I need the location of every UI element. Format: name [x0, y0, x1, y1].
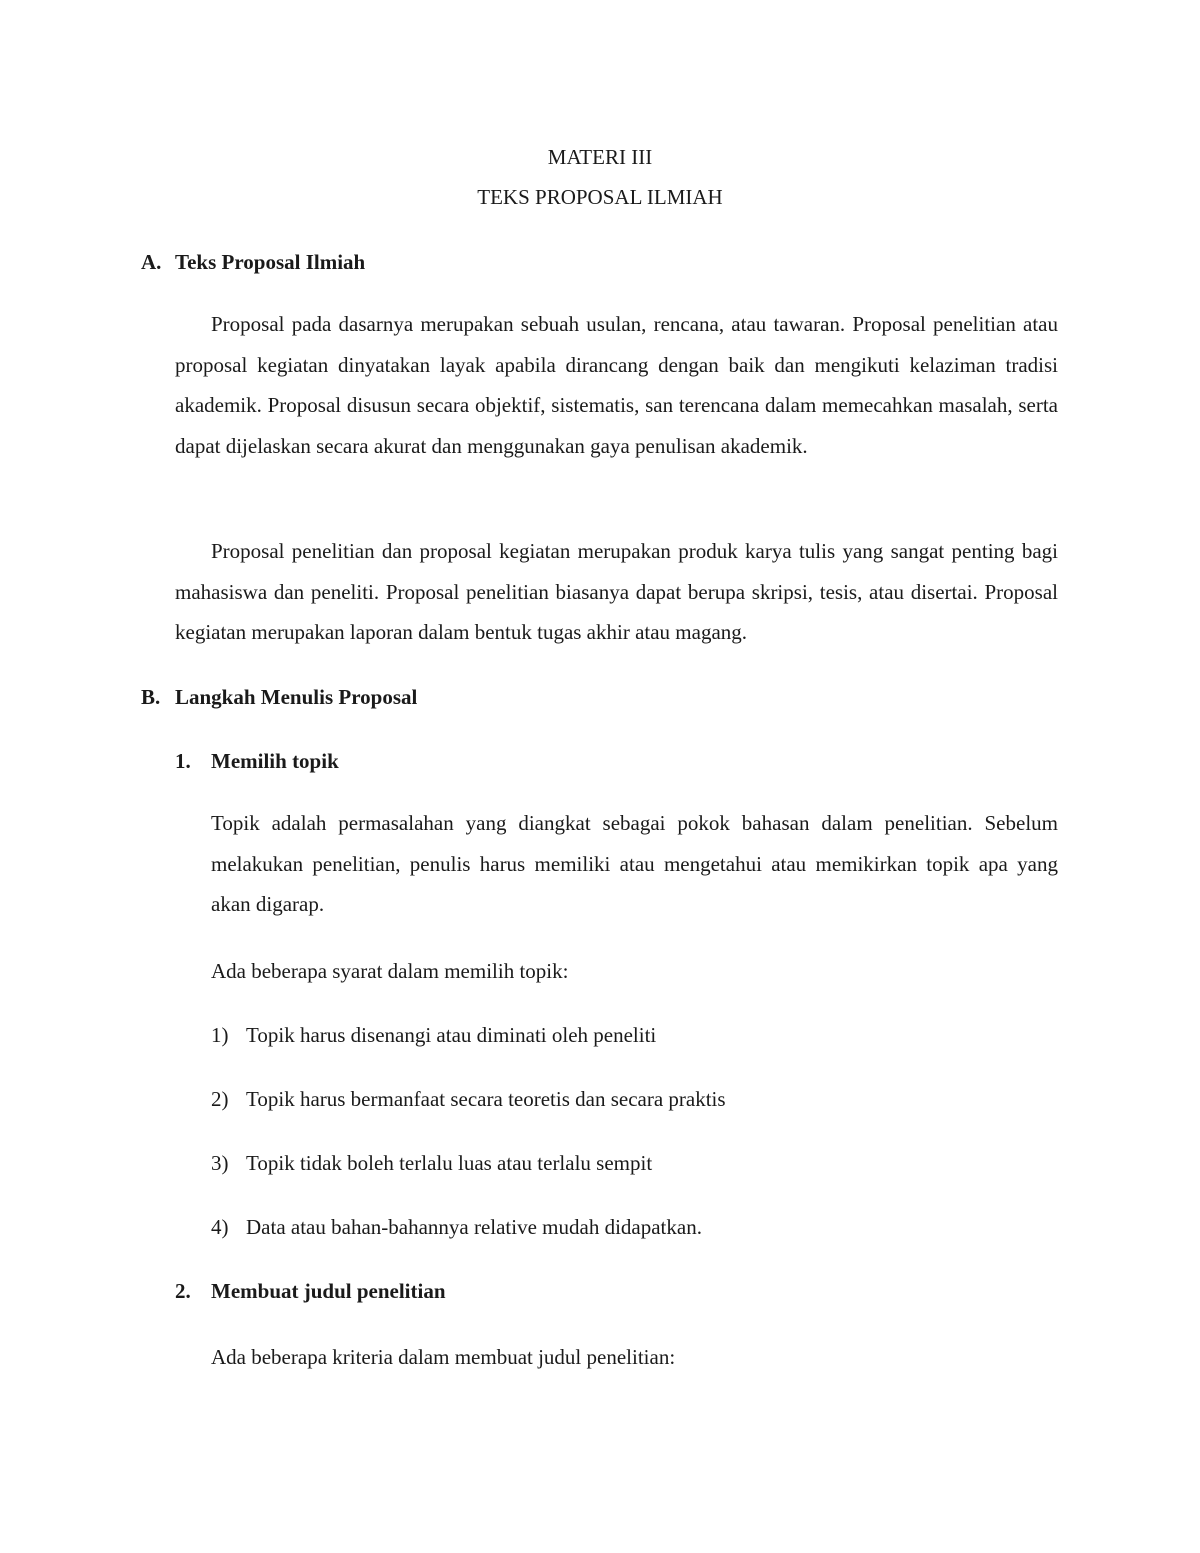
section-a-title: Teks Proposal Ilmiah — [175, 250, 366, 274]
document-title-line2: TEKS PROPOSAL ILMIAH — [477, 185, 723, 209]
list-item — [211, 1213, 702, 1241]
section-b-marker: B. — [141, 685, 161, 709]
list-item-marker: 2) — [211, 1087, 229, 1111]
list-item-marker: 3) — [211, 1151, 229, 1175]
step-2-marker: 2. — [175, 1279, 191, 1303]
step-2-title: Membuat judul penelitian — [211, 1279, 446, 1303]
section-a-paragraph-1: Proposal pada dasarnya merupakan sebuah usulan, rencana, atau tawaran. Proposal penelitian atau proposal kegiatan dinyatakan layak apabila dirancang dengan baik dan mengikuti kelaziman tradisi akademik. Proposal disusun secara objektif, sistematis, san terencana dalam memecahkan masalah, serta dapat dijelaskan secara akurat dan menggunakan gaya penulisan akademik. — [175, 312, 1058, 458]
section-b-title: Langkah Menulis Proposal — [175, 685, 418, 709]
section-b-heading — [141, 683, 417, 711]
list-item-text: Topik harus bermanfaat secara teoretis dan secara praktis — [246, 1087, 726, 1111]
list-item-text: Topik harus disenangi atau diminati oleh peneliti — [246, 1023, 657, 1047]
step-1-intro: Ada beberapa syarat dalam memilih topik: — [211, 959, 569, 983]
list-item — [211, 1149, 652, 1177]
step-2-intro: Ada beberapa kriteria dalam membuat judul penelitian: — [211, 1345, 676, 1369]
section-a-paragraph-2: Proposal penelitian dan proposal kegiatan merupakan produk karya tulis yang sangat penting bagi mahasiswa dan peneliti. Proposal penelitian biasanya dapat berupa skripsi, tesis, atau disertai. Proposal kegiatan merupakan laporan dalam bentuk tugas akhir atau magang. — [175, 539, 1058, 644]
list-item-marker: 4) — [211, 1215, 229, 1239]
list-item-text: Data atau bahan-bahannya relative mudah didapatkan. — [246, 1215, 702, 1239]
document-title-line1: MATERI III — [547, 145, 653, 169]
step-1-title: Memilih topik — [211, 749, 339, 773]
list-item-text: Topik tidak boleh terlalu luas atau terlalu sempit — [246, 1151, 653, 1175]
list-item — [211, 1021, 656, 1049]
list-item — [211, 1085, 726, 1113]
list-item-marker: 1) — [211, 1023, 229, 1047]
step-1-paragraph: Topik adalah permasalahan yang diangkat sebagai pokok bahasan dalam penelitian. Sebelum melakukan penelitian, penulis harus memiliki atau mengetahui atau memikirkan topik apa yang akan digarap. — [211, 811, 1058, 916]
step-1-marker: 1. — [175, 749, 191, 773]
section-a-marker: A. — [141, 250, 162, 274]
section-a-heading — [141, 248, 365, 276]
step-2-heading — [175, 1277, 446, 1305]
step-1-heading — [175, 747, 339, 775]
